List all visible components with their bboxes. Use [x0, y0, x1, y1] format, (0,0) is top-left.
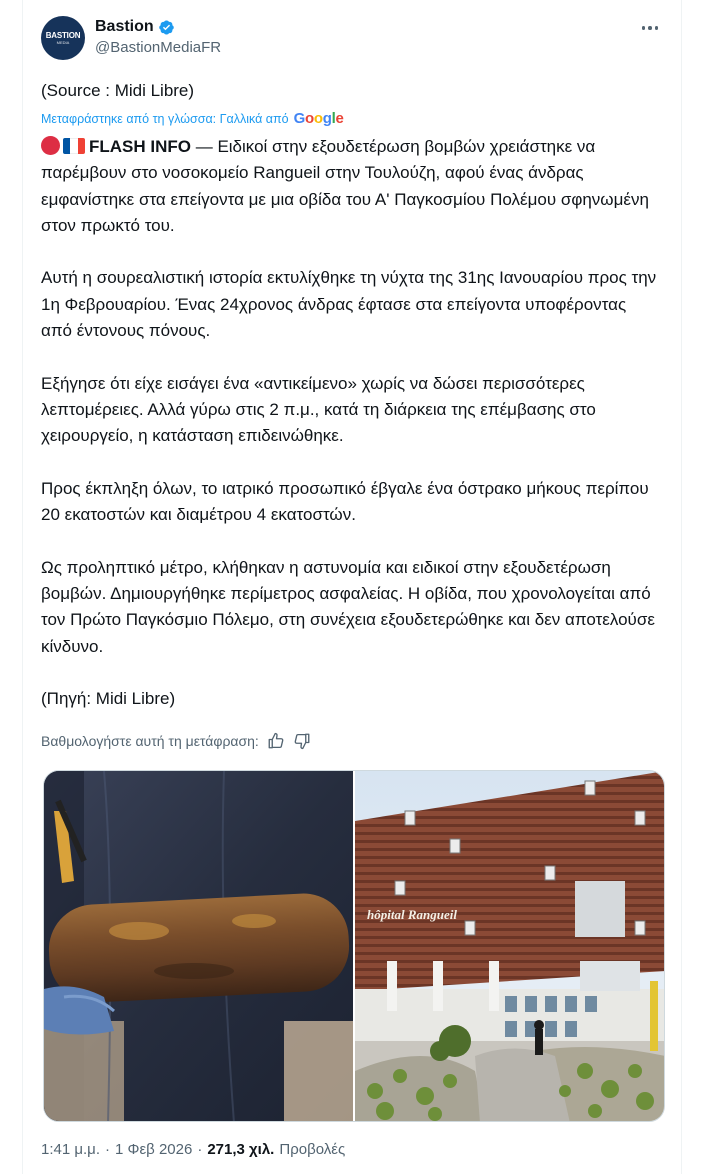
tweet-body — [41, 134, 661, 713]
avatar-text: BASTION — [45, 30, 81, 40]
views-label: Προβολές — [279, 1141, 346, 1158]
more-options-icon[interactable] — [637, 18, 663, 38]
paragraph-6: (Πηγή: Midi Libre) — [41, 689, 176, 709]
display-name[interactable]: Bastion — [95, 18, 154, 35]
paragraph-2: Αυτή η σουρεαλιστική ιστορία εκτυλίχθηκε τη νύχτα της 31ης Ιανουαρίου προς την 1η Φεβρουαρίου. Ένας 24χρονος άνδρας έφτασε στα επείγοντα υποφέροντας από έντονους πόνους. — [41, 268, 657, 341]
tweet-header — [41, 14, 665, 62]
photo-hospital[interactable] — [355, 771, 664, 1121]
translation-notice — [41, 110, 344, 127]
hospital-photo-image — [355, 771, 664, 1121]
paragraph-1 — [41, 134, 661, 239]
paragraph-3: Εξήγησε ότι είχε εισάγει ένα «αντικείμενο» χωρίς να δώσει περισσότερες λεπτομέρειες. Αλλά γύρω στις 2 π.μ., κατά τη διάρκεια της επέμβασης στο χειρουργείο, η κατάσταση επιδεινώθηκε. — [41, 373, 596, 446]
thumbs-up-icon[interactable] — [267, 732, 285, 750]
tweet-meta — [41, 1141, 345, 1158]
separator: · — [104, 1141, 110, 1158]
paragraph-1-text: — Ειδικοί στην εξουδετέρωση βομβών χρειάστηκε να παρέμβουν στο νοσοκομείο Rangueil στην Τουλούζη, αφού ένας άνδρας εμφανίστηκε στα επείγοντα με μια οβίδα του Α' Παγκοσμίου Πολέμου σφηνωμένη στον πρωκτό του. — [41, 137, 649, 235]
emoji-flags — [41, 136, 85, 155]
hospital-sign: hôpital Rangueil — [367, 907, 457, 922]
paragraph-5: Ως προληπτικό μέτρο, κλήθηκαν η αστυνομία και ειδικοί στην εξουδετέρωση βομβών. Δημιουργήθηκε περίμετρος ασφαλείας. Η οβίδα, που χρονολογείται από τον Πρώτο Παγκόσμιο Πόλεμο, στη συνέχεια εξουδετερώθηκε και δεν αποτελούσε κίνδυνο. — [41, 557, 655, 656]
rate-label: Βαθμολογήστε αυτή τη μετάφραση: — [41, 733, 259, 749]
source-line: (Source : Midi Libre) — [41, 81, 195, 100]
french-flag-icon — [63, 138, 85, 154]
rate-translation — [41, 732, 311, 750]
tweet-card — [22, 0, 682, 1174]
thumbs-down-icon[interactable] — [293, 732, 311, 750]
photo-shell[interactable] — [44, 771, 353, 1121]
google-logo: Google — [293, 110, 344, 127]
views-count: 271,3 χιλ. — [207, 1141, 275, 1158]
shell-photo-image — [44, 771, 353, 1121]
separator: · — [197, 1141, 203, 1158]
verified-badge-icon — [158, 19, 175, 36]
display-name-row[interactable] — [95, 17, 221, 37]
author-names — [95, 17, 221, 58]
red-circle-icon — [41, 136, 60, 155]
paragraph-4: Προς έκπληξη όλων, το ιατρικό προσωπικό έβγαλε ένα όστρακο μήκους περίπου 20 εκατοστών και διαμέτρου 4 εκατοστών. — [41, 478, 649, 525]
tweet-media — [43, 770, 665, 1122]
flash-info-label: FLASH INFO — [89, 137, 191, 156]
author-handle[interactable]: @BastionMediaFR — [95, 39, 222, 56]
tweet-date[interactable]: 1 Φεβ 2026 — [114, 1141, 193, 1158]
avatar-subtext: MEDIA — [56, 39, 70, 45]
avatar[interactable] — [41, 16, 85, 60]
translation-label: Μεταφράστηκε από τη γλώσσα: Γαλλικά από — [41, 111, 289, 126]
tweet-time[interactable]: 1:41 μ.μ. — [41, 1141, 100, 1158]
